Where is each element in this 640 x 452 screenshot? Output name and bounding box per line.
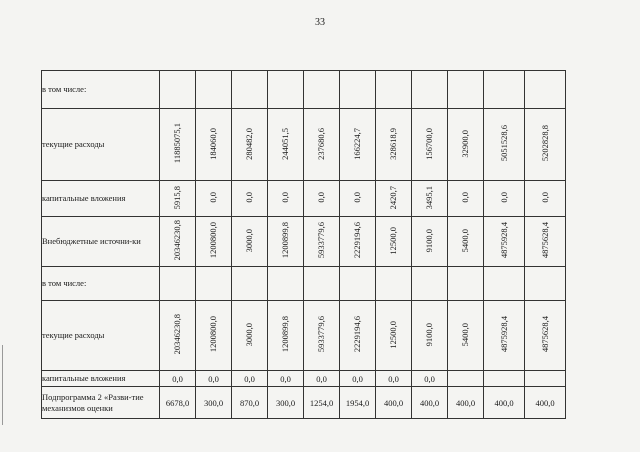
value-cell	[484, 301, 525, 371]
cell-value: 0,0	[208, 192, 219, 203]
cell-value: 5400,0	[460, 322, 471, 347]
table-row	[42, 301, 566, 371]
value-cell	[268, 217, 304, 267]
value-cell	[376, 71, 412, 109]
value-cell	[525, 217, 566, 267]
value-cell	[304, 267, 340, 301]
value-cell	[340, 301, 376, 371]
cell-value: 5051528,6	[498, 125, 509, 162]
value-cell	[232, 71, 268, 109]
row-label: в том числе:	[42, 267, 160, 301]
cell-value: 3495,1	[424, 185, 435, 210]
value-cell	[232, 181, 268, 217]
cell-value: 1200800,0	[208, 222, 219, 259]
value-cell	[376, 181, 412, 217]
value-cell	[160, 109, 196, 181]
value-cell	[448, 217, 484, 267]
value-cell	[232, 217, 268, 267]
value-cell: 0,0	[160, 371, 196, 387]
value-cell: 0,0	[196, 371, 232, 387]
row-label: Подпрограмма 2 «Разви-тие механизмов оценки	[42, 387, 160, 419]
value-cell: 1954,0	[340, 387, 376, 419]
cell-value: 5400,0	[460, 228, 471, 253]
cell-value: 3000,0	[244, 228, 255, 253]
value-cell	[304, 71, 340, 109]
value-cell	[268, 181, 304, 217]
value-cell: 300,0	[268, 387, 304, 419]
value-cell	[448, 301, 484, 371]
table-row	[42, 71, 566, 109]
value-cell	[448, 371, 484, 387]
value-cell	[304, 217, 340, 267]
cell-value: 4875628,4	[539, 316, 550, 353]
cell-value: 2229194,6	[352, 222, 363, 259]
row-label: текущие расходы	[42, 301, 160, 371]
value-cell	[412, 267, 448, 301]
value-cell	[484, 217, 525, 267]
value-cell	[376, 109, 412, 181]
cell-value: 12500,0	[388, 320, 399, 349]
cell-value: 166224,7	[352, 127, 363, 160]
value-cell	[232, 109, 268, 181]
budget-table	[41, 70, 566, 419]
cell-value: 0,0	[539, 192, 550, 203]
value-cell: 0,0	[340, 371, 376, 387]
value-cell	[484, 371, 525, 387]
value-cell	[268, 71, 304, 109]
value-cell	[340, 71, 376, 109]
value-cell	[448, 71, 484, 109]
cell-value: 5933779,6	[316, 222, 327, 259]
value-cell: 1254,0	[304, 387, 340, 419]
cell-value: 9100,0	[424, 322, 435, 347]
value-cell: 0,0	[268, 371, 304, 387]
value-cell	[340, 267, 376, 301]
cell-value: 20346230,8	[172, 220, 183, 261]
cell-value: 184060,0	[208, 127, 219, 160]
cell-value: 12500,0	[388, 226, 399, 255]
cell-value: 280482,0	[244, 127, 255, 160]
value-cell	[484, 109, 525, 181]
table-row	[42, 109, 566, 181]
cell-value: 1200899,8	[280, 316, 291, 353]
cell-value: 9100,0	[424, 228, 435, 253]
cell-value: 328618,9	[388, 127, 399, 160]
cell-value: 2229194,6	[352, 316, 363, 353]
value-cell	[232, 267, 268, 301]
table-row	[42, 217, 566, 267]
value-cell	[232, 301, 268, 371]
value-cell: 0,0	[376, 371, 412, 387]
cell-value: 32900,0	[460, 129, 471, 158]
cell-value: 4875928,4	[498, 222, 509, 259]
cell-value: 0,0	[316, 192, 327, 203]
cell-value: 156700,0	[424, 127, 435, 160]
cell-value: 1200800,0	[208, 316, 219, 353]
value-cell: 400,0	[484, 387, 525, 419]
value-cell	[268, 109, 304, 181]
value-cell	[196, 71, 232, 109]
value-cell: 0,0	[304, 371, 340, 387]
value-cell	[484, 181, 525, 217]
value-cell	[412, 301, 448, 371]
cell-value: 4875628,4	[539, 222, 550, 259]
row-label: капитальные вложения	[42, 181, 160, 217]
value-cell	[525, 267, 566, 301]
page-number: 33	[315, 17, 325, 28]
cell-value: 20346230,8	[172, 314, 183, 355]
scan-edge-mark	[2, 345, 3, 425]
value-cell: 0,0	[412, 371, 448, 387]
value-cell	[160, 301, 196, 371]
value-cell	[160, 267, 196, 301]
value-cell: 870,0	[232, 387, 268, 419]
value-cell	[412, 217, 448, 267]
value-cell: 0,0	[232, 371, 268, 387]
value-cell	[196, 217, 232, 267]
value-cell	[448, 109, 484, 181]
value-cell	[340, 217, 376, 267]
cell-value: 0,0	[460, 192, 471, 203]
cell-value: 0,0	[352, 192, 363, 203]
value-cell	[484, 267, 525, 301]
cell-value: 0,0	[498, 192, 509, 203]
value-cell	[525, 371, 566, 387]
cell-value: 5915,8	[172, 185, 183, 210]
cell-value: 5202828,8	[539, 125, 550, 162]
value-cell: 400,0	[412, 387, 448, 419]
value-cell	[196, 301, 232, 371]
cell-value: 2420,7	[388, 185, 399, 210]
value-cell: 6678,0	[160, 387, 196, 419]
cell-value: 4875928,4	[498, 316, 509, 353]
table-row	[42, 181, 566, 217]
cell-value: 11885075,1	[172, 123, 183, 164]
table-row	[42, 387, 566, 419]
row-label: капитальные вложения	[42, 371, 160, 387]
value-cell	[268, 301, 304, 371]
value-cell	[268, 267, 304, 301]
cell-value: 237680,6	[316, 127, 327, 160]
value-cell	[304, 301, 340, 371]
value-cell	[525, 109, 566, 181]
cell-value: 0,0	[244, 192, 255, 203]
value-cell	[160, 181, 196, 217]
value-cell	[304, 109, 340, 181]
cell-value: 5933779,6	[316, 316, 327, 353]
row-label: Внебюджетные источни-ки	[42, 217, 160, 267]
value-cell	[412, 109, 448, 181]
value-cell: 300,0	[196, 387, 232, 419]
value-cell	[196, 181, 232, 217]
cell-value: 0,0	[280, 192, 291, 203]
value-cell	[160, 217, 196, 267]
value-cell	[304, 181, 340, 217]
value-cell	[412, 181, 448, 217]
value-cell	[196, 109, 232, 181]
row-label: текущие расходы	[42, 109, 160, 181]
cell-value: 3000,0	[244, 322, 255, 347]
value-cell: 400,0	[525, 387, 566, 419]
value-cell	[340, 109, 376, 181]
cell-value: 244051,5	[280, 127, 291, 160]
value-cell	[376, 301, 412, 371]
table-row	[42, 267, 566, 301]
value-cell	[196, 267, 232, 301]
value-cell	[448, 267, 484, 301]
value-cell	[484, 71, 525, 109]
value-cell	[525, 301, 566, 371]
value-cell	[525, 181, 566, 217]
table-row	[42, 371, 566, 387]
value-cell: 400,0	[376, 387, 412, 419]
value-cell	[160, 71, 196, 109]
value-cell	[525, 71, 566, 109]
value-cell: 400,0	[448, 387, 484, 419]
cell-value: 1200899,8	[280, 222, 291, 259]
value-cell	[448, 181, 484, 217]
value-cell	[340, 181, 376, 217]
value-cell	[376, 267, 412, 301]
value-cell	[412, 71, 448, 109]
row-label: в том числе:	[42, 71, 160, 109]
value-cell	[376, 217, 412, 267]
